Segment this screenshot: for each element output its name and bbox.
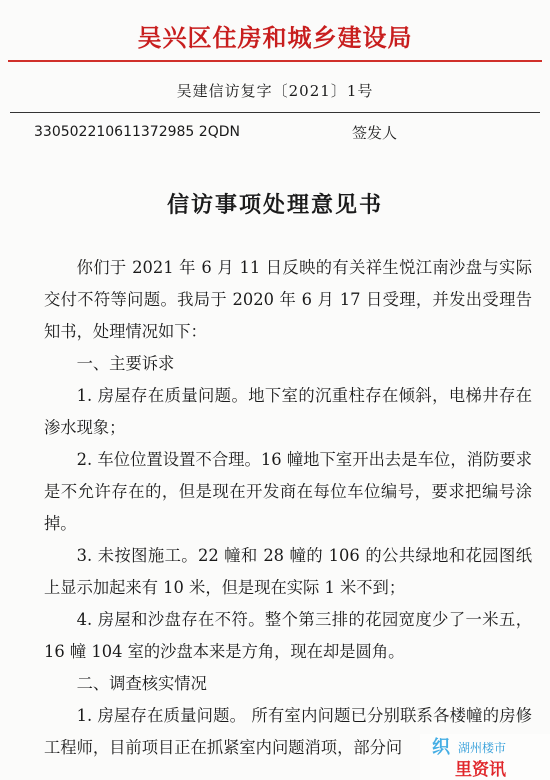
section-heading-investigation: 二、调查核实情况 xyxy=(76,674,207,693)
red-header-rule xyxy=(8,60,542,62)
organization-header: 吴兴区住房和城乡建设局 xyxy=(137,23,413,52)
watermark-text-bottom: 里资讯 xyxy=(455,760,506,780)
document-title: 信访事项处理意见书 xyxy=(166,192,383,218)
demand-item-3: 3. 未按图施工。22 幢和 28 幢的 106 的公共绿地和花园图纸上显示加起来有 10 米，但是现在实际 1 米不到； xyxy=(44,546,532,597)
document-body xyxy=(44,252,532,764)
demand-item-4: 4. 房屋和沙盘存在不符。整个第三排的花园宽度少了一米五，16 幢 104 室的沙盘本来是方角，现在却是圆角。 xyxy=(44,610,532,661)
section-heading-main-demands: 一、主要诉求 xyxy=(76,354,175,373)
watermark-text-top: 湖州楼市 xyxy=(458,741,507,755)
header-divider xyxy=(10,112,540,113)
intro-paragraph: 你们于 2021 年 6 月 11 日反映的有关祥生悦江南沙盘与实际交付不符等问题。我局于 2020 年 6 月 17 日受理，并发出受理告知书，处理情况如下： xyxy=(44,258,532,341)
demand-item-2: 2. 车位位置设置不合理。16 幢地下室开出去是车位，消防要求是不允许存在的，但是现在开发商在每位车位编号，要求把编号涂掉。 xyxy=(44,450,532,533)
signer-label: 签发人 xyxy=(352,124,398,142)
demand-item-1: 1. 房屋存在质量问题。地下室的沉重柱存在倾斜，电梯井存在渗水现象； xyxy=(44,386,532,437)
investigation-item-1: 1. 房屋存在质量问题。 所有室内问题已分别联系各楼幢的房修工程师，目前项目正在抓紧室内问题消项，部分问 xyxy=(44,706,532,757)
serial-code: 330502210611372985 2QDN xyxy=(34,124,240,140)
watermark-logo-icon: 织 xyxy=(432,737,450,758)
document-number: 吴建信访复字〔2021〕1号 xyxy=(176,82,374,100)
